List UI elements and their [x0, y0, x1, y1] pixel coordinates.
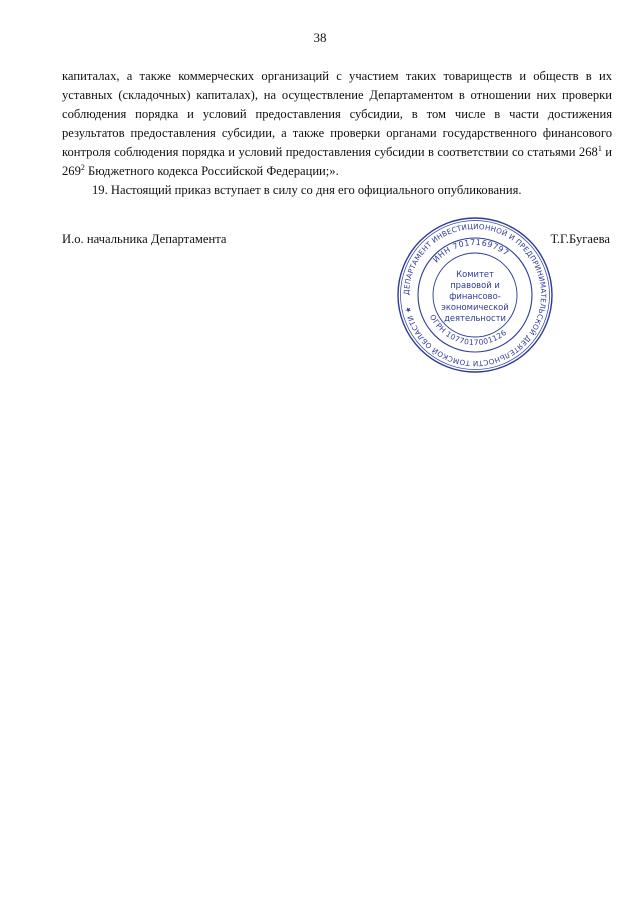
paragraph-continuation [62, 67, 612, 181]
stamp-center-line: финансово- [449, 291, 501, 301]
paragraph-19: 19. Настоящий приказ вступает в силу со дня его официального опубликования. [92, 183, 522, 197]
stamp-outer-text: ДЕПАРТАМЕНТ ИНВЕСТИЦИОННОЙ И ПРЕДПРИНИМАТЕЛЬСКОЙ ДЕЯТЕЛЬНОСТИ ТОМСКОЙ ОБЛАСТИ ★ [401, 221, 549, 369]
stamp-seal-graphic [395, 215, 555, 375]
paragraph-text-b: и 269 [62, 145, 612, 178]
paragraph-text-a: капиталах, а также коммерческих организаций с участием таких товариществ и обществ в их уставных (складочных) капиталах), на осуществление Департаментом в отношении них проверки соблюдения порядка и условий предоставления субсидии, в том числе в части достижения результатов предоставления субсидии, а также проверки органами государственного финансового контроля соблюдения порядка и условий предоставления субсидии в соответствии со статьями 268 [62, 69, 612, 159]
signer-title: И.о. начальника Департамента [62, 232, 227, 246]
stamp-center-line: Комитет [456, 269, 494, 279]
stamp-center-line: экономической [441, 302, 509, 312]
stamp-center-line: правовой и [450, 280, 500, 290]
stamp-inn: ИНН 7017169797 [431, 237, 511, 265]
official-stamp [395, 215, 555, 375]
article-superscript-1: 1 [597, 144, 602, 153]
signer-name: Т.Г.Бугаева [550, 232, 610, 246]
page-number: 38 [313, 30, 327, 45]
paragraph-text-c: Бюджетного кодекса Российской Федерации;». [84, 164, 339, 178]
stamp-ogrn: ОГРН 1077017001126 [427, 312, 509, 348]
article-superscript-2: 2 [80, 163, 85, 172]
document-body [62, 67, 612, 200]
stamp-center-line: деятельности [444, 313, 506, 323]
